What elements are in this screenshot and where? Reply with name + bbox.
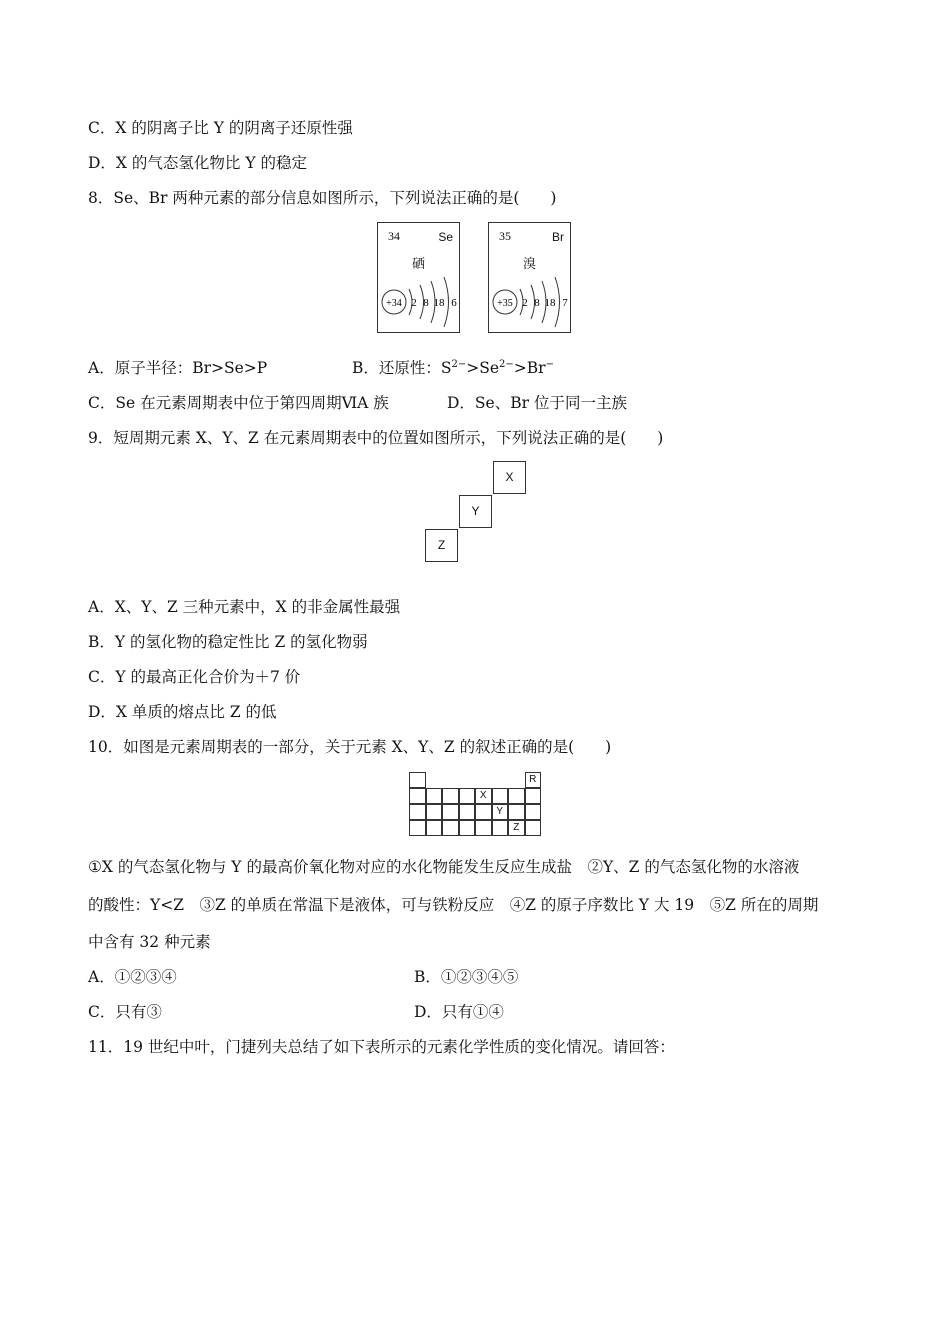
br-symbol: Br [552,230,564,244]
pt-cell-z: Z [508,820,525,836]
pt-cell [459,804,476,820]
q11-stem: 11．19 世纪中叶，门捷列夫总结了如下表所示的元素化学性质的变化情况。请回答： [88,1038,675,1056]
q8-option-b: B．还原性：$S^{2-}>Se^{2-}>Br^-$ [352,359,554,377]
pt-cell [442,820,459,836]
pt-cell [459,788,476,804]
pt-cell [492,820,509,836]
pt-cell [475,820,492,836]
q10-statements-line-1: ①X 的气态氢化物与 Y 的最高价氧化物对应的水化物能发生反应生成盐 ②Y、Z 的气态氢化物的水溶液 [88,858,800,876]
pt-cell-y: Y [492,804,509,820]
pt-cell [442,788,459,804]
br-shell-4: 7 [562,297,568,309]
pt-cell [508,804,525,820]
se-symbol: Se [438,230,453,244]
pt-cell [426,820,443,836]
q10-option-c: C．只有③ [88,1003,162,1021]
br-atom-structure-diagram [489,263,572,333]
se-shell-3: 18 [433,297,445,309]
br-shell-1: 2 [522,297,528,309]
pt-cell [525,804,542,820]
se-shell-1: 2 [411,297,417,309]
pt-cell [525,820,542,836]
q9-option-c: C．Y 的最高正化合价为＋7 价 [88,668,301,686]
se-atomic-number: 34 [388,229,400,243]
br-nucleus-label: +35 [497,298,513,309]
br-element-card [488,222,571,333]
pt-cell [409,788,426,804]
se-element-card [377,222,460,333]
q9-stem: 9．短周期元素 X、Y、Z 在元素周期表中的位置如图所示，下列说法正确的是( ) [88,429,664,447]
se-shell-2: 8 [423,297,429,309]
q9-cell-y: Y [459,495,492,528]
br-atomic-number: 35 [499,229,511,243]
q10-statements-line-2: 的酸性：Y<Z ③Z 的单质在常温下是液体，可与铁粉反应 ④Z 的原子序数比 Y 大 19 ⑤Z 所在的周期 [88,896,819,914]
pt-cell [409,804,426,820]
br-shell-3: 18 [544,297,556,309]
br-name: 溴 [522,257,536,272]
q9-option-d: D．X 单质的熔点比 Z 的低 [88,703,277,721]
se-name: 硒 [411,257,425,272]
q10-statements-line-3: 中含有 32 种元素 [88,933,211,951]
pt-cell-x: X [475,788,492,804]
q8-option-c: C．Se 在元素周期表中位于第四周期ⅥA 族 [88,394,389,412]
pt-cell [426,804,443,820]
pt-cell [459,820,476,836]
q8-option-d: D．Se、Br 位于同一主族 [447,394,627,412]
pt-cell-r: R [525,772,542,788]
q9-option-b: B．Y 的氢化物的稳定性比 Z 的氢化物弱 [88,633,368,651]
pt-cell [525,788,542,804]
q10-option-d: D．只有①④ [414,1003,504,1021]
q10-option-a: A．①②③④ [88,968,177,986]
q9-option-a: A．X、Y、Z 三种元素中，X 的非金属性最强 [88,598,401,616]
q10-option-b: B．①②③④⑤ [414,968,519,986]
se-nucleus-label: +34 [386,298,402,309]
br-shell-2: 8 [534,297,540,309]
q9-cell-z: Z [425,529,458,562]
q9-cell-x: X [493,461,526,494]
q7-option-d: D．X 的气态氢化物比 Y 的稳定 [88,154,307,172]
se-atom-structure-diagram [378,263,461,333]
q8-option-a: A．原子半径：Br>Se>P [88,359,268,377]
q7-option-c: C．X 的阴离子比 Y 的阴离子还原性强 [88,119,353,137]
pt-cell [508,788,525,804]
se-shell-4: 6 [451,297,457,309]
pt-cell [475,804,492,820]
q8-stem: 8．Se、Br 两种元素的部分信息如图所示，下列说法正确的是( ) [88,189,557,207]
pt-cell [426,788,443,804]
pt-cell [492,788,509,804]
pt-cell [442,804,459,820]
pt-cell [409,820,426,836]
pt-cell [409,772,426,788]
q10-stem: 10．如图是元素周期表的一部分，关于元素 X、Y、Z 的叙述正确的是( ) [88,738,612,756]
